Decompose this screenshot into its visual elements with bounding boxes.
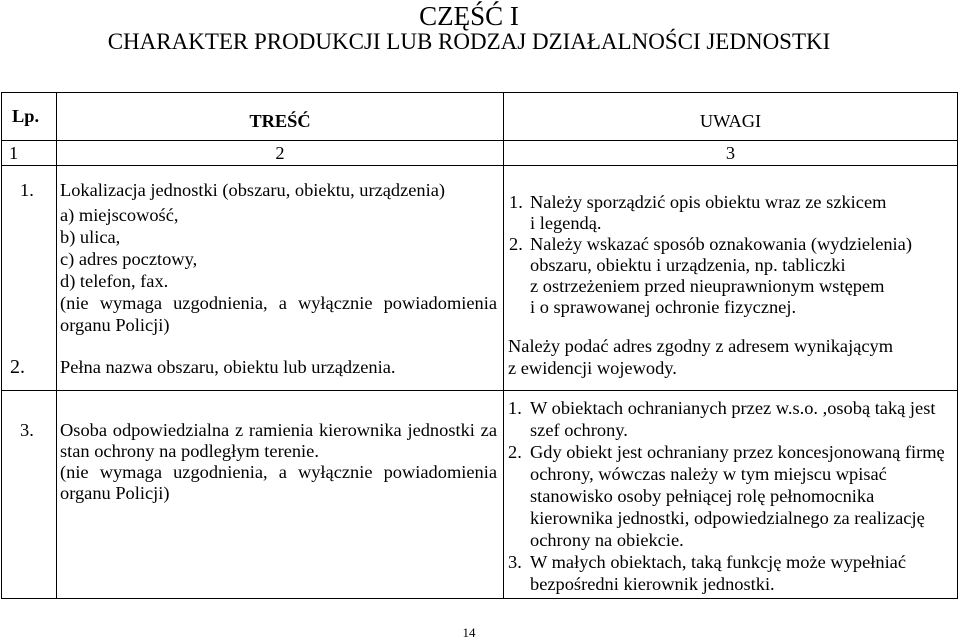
header-content: TREŚĆ	[249, 111, 311, 131]
remark-item	[508, 397, 945, 441]
remark-number: 1.	[509, 192, 523, 212]
remark-line: stanowisko osoby pełniącej rolę pełnomocnika	[530, 486, 875, 506]
content-line: a) miejscowość,	[60, 205, 179, 225]
remark-line: obszaru, obiektu i urządzenia, np. tabliczki	[530, 255, 846, 275]
row-divider	[1, 390, 958, 391]
header-remarks: UWAGI	[699, 111, 762, 131]
remark-number: 2.	[509, 234, 523, 254]
remark-number: 1.	[508, 398, 522, 418]
column-number-content: 2	[275, 143, 285, 163]
remark-line: z ostrzeżeniem przed nieuprawnionym wstępem	[530, 276, 885, 296]
table-border-left	[1, 92, 2, 598]
content-line: (nie wymaga uzgodnienia, a wyłącznie powiadomienia	[60, 462, 497, 482]
entry-number: 3.	[20, 420, 34, 440]
entry-number: 2.	[10, 356, 25, 378]
content-line: organu Policji)	[60, 483, 170, 503]
remark-line: i o sprawowanej ochronie fizycznej.	[530, 297, 797, 317]
remark-line: W małych obiektach, taką funkcję może wypełniać	[530, 552, 907, 572]
table-border-top	[1, 92, 958, 93]
remark-line: kierownika jednostki, odpowiedzialnego za realizację	[530, 508, 925, 528]
content-line: organu Policji)	[60, 315, 170, 335]
content-line: c) adres pocztowy,	[60, 249, 198, 269]
remark-number: 2.	[508, 442, 522, 462]
page-number: 14	[462, 625, 476, 640]
header-lp: Lp.	[12, 106, 40, 126]
remarks-cell	[508, 397, 945, 595]
remark-line: i legendą.	[530, 213, 602, 233]
table-border-right	[957, 92, 958, 598]
content-line: (nie wymaga uzgodnienia, a wyłącznie powiadomienia	[60, 293, 497, 313]
remark-item	[509, 192, 912, 234]
column-numbers-divider	[1, 165, 958, 166]
content-line: d) telefon, fax.	[60, 271, 169, 291]
remark-line: Należy sporządzić opis obiektu wraz ze szkicem	[530, 192, 887, 212]
remarks-cell	[509, 192, 912, 318]
remark-item	[508, 551, 945, 595]
remark-item	[509, 234, 912, 318]
remark-item	[508, 441, 945, 551]
column-divider-remarks	[503, 92, 504, 598]
content-cell	[60, 420, 497, 504]
entry-number: 1.	[20, 180, 34, 200]
remark-line: szef ochrony.	[530, 420, 628, 440]
part-heading: CZĘŚĆ I	[419, 1, 519, 31]
content-line: stan ochrony na podległym terenie.	[60, 441, 319, 461]
remark-line: ochrony na obiekcie.	[530, 530, 684, 550]
content-line: Osoba odpowiedzialna z ramienia kierownika jednostki za	[60, 420, 497, 440]
column-divider-lp	[56, 92, 57, 598]
remark-line: Należy podać adres zgodny z adresem wynikającym	[508, 336, 894, 356]
content-line: Lokalizacja jednostki (obszaru, obiektu, urządzenia)	[60, 180, 446, 200]
remark-line: bezpośredni kierownik jednostki.	[530, 574, 775, 594]
content-line: b) ulica,	[60, 227, 121, 247]
remark-address-note	[508, 335, 893, 379]
content-cell	[60, 179, 497, 336]
content-cell	[60, 356, 497, 378]
column-number-remarks: 3	[725, 143, 736, 163]
remark-line: Należy wskazać sposób oznakowania (wydzielenia)	[530, 234, 912, 254]
column-number-lp: 1	[9, 143, 19, 163]
remark-number: 3.	[508, 552, 522, 572]
remark-line: ochrony, wówczas należy w tym miejscu wpisać	[530, 464, 887, 484]
section-title: CHARAKTER PRODUKCJI LUB RODZAJ DZIAŁALNOŚCI JEDNOSTKI	[107, 29, 831, 54]
remark-line: z ewidencji wojewody.	[508, 358, 677, 378]
remark-line: Gdy obiekt jest ochraniany przez koncesjonowaną firmę	[530, 442, 945, 462]
content-line: Pełna nazwa obszaru, obiektu lub urządzenia.	[60, 357, 396, 377]
table-border-bottom	[1, 598, 958, 599]
remark-line: W obiektach ochranianych przez w.s.o. ,osobą taką jest	[530, 398, 936, 418]
